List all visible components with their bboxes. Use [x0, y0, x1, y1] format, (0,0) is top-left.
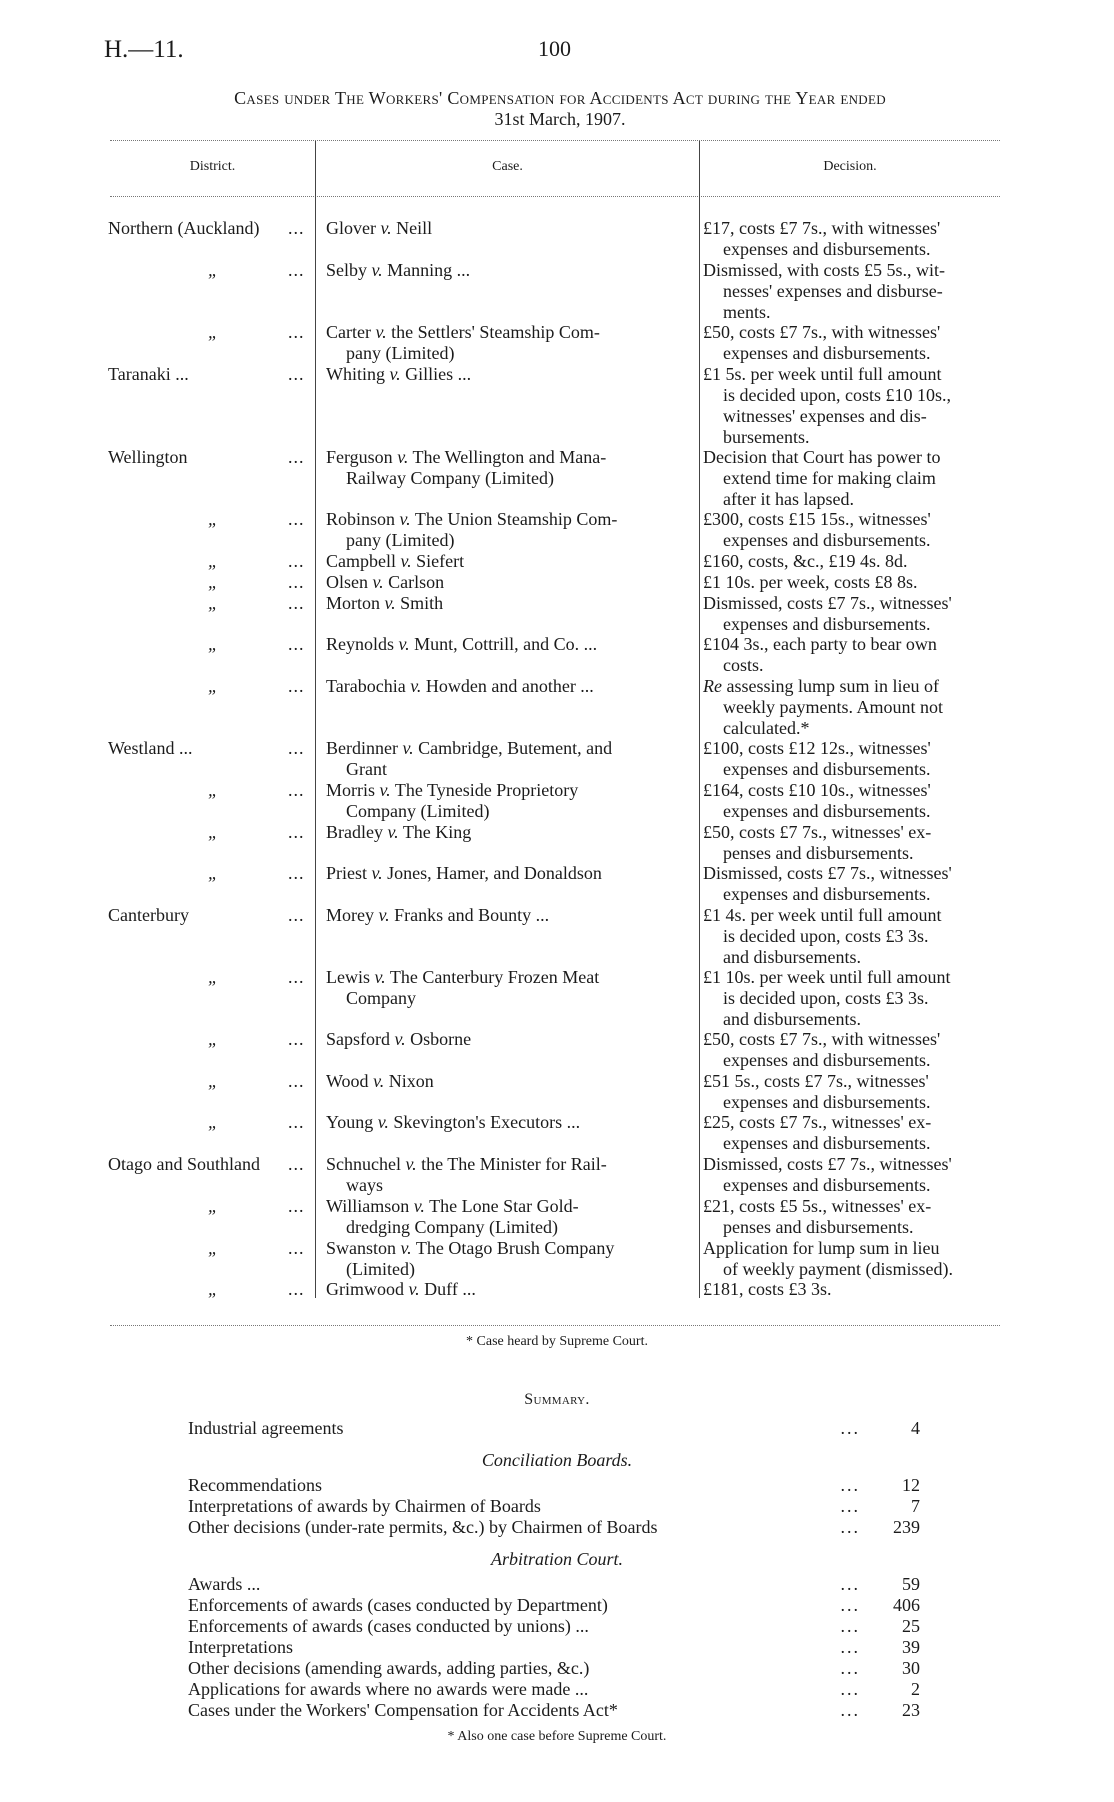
summary-value: 59 [902, 1574, 920, 1594]
ditto-mark: „ [208, 822, 219, 842]
decision-cell: Dismissed, costs £7 7s., witnesses' [703, 863, 952, 883]
ditto-mark: „ [208, 551, 219, 571]
case-cell: Selby v. Manning ... [326, 260, 471, 280]
decision-cell: £181, costs £3 3s. [703, 1279, 832, 1299]
decision-cell: Decision that Court has power to [703, 447, 941, 467]
case-cell: Wood v. Nixon [326, 1071, 434, 1091]
summary-leader-dots: ... [840, 1517, 860, 1537]
summary-leader-dots: ... [840, 1616, 860, 1636]
leader-dots: ... [288, 260, 305, 280]
leader-dots: ... [288, 551, 305, 571]
district-cell: Northern (Auckland) [108, 218, 260, 238]
decision-cell: and disbursements. [723, 1009, 861, 1029]
leader-dots: ... [288, 863, 305, 883]
case-cell: pany (Limited) [346, 530, 455, 550]
leader-dots: ... [288, 322, 305, 342]
decision-cell: weekly payments. Amount not [723, 697, 943, 717]
case-cell: Young v. Skevington's Executors ... [326, 1112, 581, 1132]
summary-footnote: * Also one case before Supreme Court. [447, 1729, 667, 1744]
ditto-mark: „ [208, 593, 219, 613]
column-header-decision: Decision. [823, 159, 877, 174]
leader-dots: ... [288, 364, 305, 384]
table-footnote: * Case heard by Supreme Court. [466, 1334, 648, 1349]
case-cell: Railway Company (Limited) [346, 468, 554, 488]
case-cell: Priest v. Jones, Hamer, and Donaldson [326, 863, 602, 883]
leader-dots: ... [288, 218, 305, 238]
decision-cell: costs. [723, 655, 764, 675]
summary-leader-dots: ... [840, 1637, 860, 1657]
decision-cell: Dismissed, costs £7 7s., witnesses' [703, 1154, 952, 1174]
summary-leader-dots: ... [840, 1658, 860, 1678]
decision-cell: expenses and disbursements. [723, 759, 931, 779]
summary-value: 4 [911, 1418, 920, 1438]
decision-cell: is decided upon, costs £10 10s., [723, 385, 951, 405]
leader-dots: ... [288, 1279, 305, 1299]
leader-dots: ... [288, 1029, 305, 1049]
case-cell: dredging Company (Limited) [346, 1217, 558, 1237]
case-cell: Morey v. Franks and Bounty ... [326, 905, 550, 925]
leader-dots: ... [288, 738, 305, 758]
summary-label: Other decisions (amending awards, adding parties, &c.) [188, 1658, 590, 1678]
summary-leader-dots: ... [840, 1595, 860, 1615]
ditto-mark: „ [208, 863, 219, 883]
leader-dots: ... [288, 634, 305, 654]
summary-label: Interpretations [188, 1637, 293, 1657]
summary-value: 406 [893, 1595, 920, 1615]
ditto-mark: „ [208, 260, 219, 280]
case-cell: Lewis v. The Canterbury Frozen Meat [326, 967, 600, 987]
decision-cell: expenses and disbursements. [723, 239, 931, 259]
ditto-mark: „ [208, 1279, 219, 1299]
leader-dots: ... [288, 676, 305, 696]
case-cell: Berdinner v. Cambridge, Butement, and [326, 738, 613, 758]
ditto-mark: „ [208, 967, 219, 987]
decision-cell: £50, costs £7 7s., with witnesses' [703, 322, 941, 342]
decision-cell: Re assessing lump sum in lieu of [703, 676, 939, 696]
decision-cell: £300, costs £15 15s., witnesses' [703, 509, 931, 529]
decision-cell: expenses and disbursements. [723, 801, 931, 821]
leader-dots: ... [288, 822, 305, 842]
case-cell: Swanston v. The Otago Brush Company [326, 1238, 615, 1258]
decision-cell: expenses and disbursements. [723, 614, 931, 634]
case-cell: Grant [346, 759, 387, 779]
column-header-case: Case. [492, 159, 523, 174]
leader-dots: ... [288, 1112, 305, 1132]
decision-cell: expenses and disbursements. [723, 343, 931, 363]
summary-value: 12 [902, 1475, 920, 1495]
decision-cell: extend time for making claim [723, 468, 936, 488]
summary-value: 2 [911, 1679, 920, 1699]
leader-dots: ... [288, 780, 305, 800]
decision-cell: ments. [723, 302, 771, 322]
decision-cell: expenses and disbursements. [723, 1092, 931, 1112]
decision-cell: £160, costs, &c., £19 4s. 8d. [703, 551, 908, 571]
summary-value: 7 [911, 1496, 920, 1516]
page-number: 100 [538, 36, 571, 61]
leader-dots: ... [288, 1196, 305, 1216]
district-cell: Canterbury [108, 905, 189, 925]
case-cell: Campbell v. Siefert [326, 551, 465, 571]
ditto-mark: „ [208, 1029, 219, 1049]
case-cell: (Limited) [346, 1259, 415, 1279]
summary-label: Awards ... [188, 1574, 261, 1594]
leader-dots: ... [288, 1238, 305, 1258]
arbitration-heading: Arbitration Court. [490, 1549, 624, 1569]
district-cell: Westland ... [108, 738, 193, 758]
case-cell: ways [346, 1175, 383, 1195]
decision-cell: £1 10s. per week, costs £8 8s. [703, 572, 918, 592]
leader-dots: ... [288, 593, 305, 613]
decision-cell: and disbursements. [723, 947, 861, 967]
table-bottom-rule [110, 1325, 1000, 1326]
ditto-mark: „ [208, 634, 219, 654]
district-cell: Otago and Southland [108, 1154, 260, 1174]
case-cell: Schnuchel v. the The Minister for Rail- [326, 1154, 607, 1174]
decision-cell: £17, costs £7 7s., with witnesses' [703, 218, 941, 238]
summary-value: 239 [893, 1517, 920, 1537]
decision-cell: £50, costs £7 7s., witnesses' ex- [703, 822, 932, 842]
decision-cell: expenses and disbursements. [723, 530, 931, 550]
ditto-mark: „ [208, 322, 219, 342]
decision-cell: of weekly payment (dismissed). [723, 1259, 953, 1279]
conciliation-heading: Conciliation Boards. [481, 1450, 633, 1470]
summary-value: 39 [902, 1637, 920, 1657]
summary-value: 30 [902, 1658, 920, 1678]
ditto-mark: „ [208, 676, 219, 696]
summary-label: Industrial agreements [188, 1418, 344, 1438]
summary-label: Recommendations [188, 1475, 322, 1495]
case-cell: Tarabochia v. Howden and another ... [326, 676, 594, 696]
leader-dots: ... [288, 905, 305, 925]
summary-leader-dots: ... [840, 1418, 860, 1438]
summary-leader-dots: ... [840, 1700, 860, 1720]
case-cell: Carter v. the Settlers' Steamship Com- [326, 322, 600, 342]
decision-cell: expenses and disbursements. [723, 1133, 931, 1153]
decision-cell: £100, costs £12 12s., witnesses' [703, 738, 931, 758]
case-cell: Glover v. Neill [326, 218, 433, 238]
decision-cell: penses and disbursements. [723, 1217, 914, 1237]
ditto-mark: „ [208, 572, 219, 592]
case-cell: Grimwood v. Duff ... [326, 1279, 476, 1299]
summary-label: Interpretations of awards by Chairmen of Boards [188, 1496, 541, 1516]
table-title-date: 31st March, 1907. [494, 109, 626, 129]
decision-cell: £25, costs £7 7s., witnesses' ex- [703, 1112, 932, 1132]
case-cell: Williamson v. The Lone Star Gold- [326, 1196, 579, 1216]
leader-dots: ... [288, 447, 305, 467]
decision-cell: penses and disbursements. [723, 843, 914, 863]
decision-cell: £1 5s. per week until full amount [703, 364, 942, 384]
decision-cell: £1 4s. per week until full amount [703, 905, 942, 925]
decision-cell: £164, costs £10 10s., witnesses' [703, 780, 931, 800]
summary-leader-dots: ... [840, 1679, 860, 1699]
decision-cell: £51 5s., costs £7 7s., witnesses' [703, 1071, 929, 1091]
leader-dots: ... [288, 572, 305, 592]
decision-cell: bursements. [723, 427, 810, 447]
summary-value: 25 [902, 1616, 920, 1636]
summary-leader-dots: ... [840, 1574, 860, 1594]
decision-cell: £50, costs £7 7s., with witnesses' [703, 1029, 941, 1049]
summary-leader-dots: ... [840, 1475, 860, 1495]
case-cell: Bradley v. The King [326, 822, 472, 842]
decision-cell: expenses and disbursements. [723, 884, 931, 904]
decision-cell: Dismissed, costs £7 7s., witnesses' [703, 593, 952, 613]
decision-cell: £1 10s. per week until full amount [703, 967, 951, 987]
summary-title: Summary. [524, 1391, 590, 1408]
decision-cell: Application for lump sum in lieu [703, 1238, 940, 1258]
summary-label: Cases under the Workers' Compensation for Accidents Act* [188, 1700, 618, 1720]
summary-leader-dots: ... [840, 1496, 860, 1516]
summary-label: Other decisions (under-rate permits, &c.) by Chairmen of Boards [188, 1517, 658, 1537]
leader-dots: ... [288, 1154, 305, 1174]
summary-label: Enforcements of awards (cases conducted by Department) [188, 1595, 608, 1615]
page-reference: H.—11. [104, 36, 184, 63]
ditto-mark: „ [208, 1238, 219, 1258]
decision-cell: Dismissed, with costs £5 5s., wit- [703, 260, 946, 280]
decision-cell: £21, costs £5 5s., witnesses' ex- [703, 1196, 932, 1216]
case-cell: Company [346, 988, 416, 1008]
decision-cell: after it has lapsed. [723, 489, 854, 509]
case-cell: Olsen v. Carlson [326, 572, 445, 592]
decision-cell: nesses' expenses and disburse- [723, 281, 943, 301]
case-cell: Company (Limited) [346, 801, 490, 821]
case-cell: pany (Limited) [346, 343, 455, 363]
decision-cell: expenses and disbursements. [723, 1050, 931, 1070]
ditto-mark: „ [208, 1112, 219, 1132]
leader-dots: ... [288, 1071, 305, 1091]
case-cell: Morton v. Smith [326, 593, 444, 613]
decision-cell: calculated.* [723, 718, 810, 738]
column-header-district: District. [189, 159, 236, 174]
decision-cell: is decided upon, costs £3 3s. [723, 988, 929, 1008]
summary-label: Applications for awards where no awards were made ... [188, 1679, 589, 1699]
case-cell: Morris v. The Tyneside Proprietory [326, 780, 579, 800]
district-cell: Taranaki ... [108, 364, 189, 384]
ditto-mark: „ [208, 509, 219, 529]
summary-value: 23 [902, 1700, 920, 1720]
decision-cell: witnesses' expenses and dis- [723, 406, 927, 426]
district-cell: Wellington [108, 447, 188, 467]
ditto-mark: „ [208, 780, 219, 800]
case-cell: Reynolds v. Munt, Cottrill, and Co. ... [326, 634, 598, 654]
table-title: Cases under The Workers' Compensation for Accidents Act during the Year ended [234, 88, 886, 108]
ditto-mark: „ [208, 1071, 219, 1091]
summary-label: Enforcements of awards (cases conducted by unions) ... [188, 1616, 589, 1636]
leader-dots: ... [288, 967, 305, 987]
decision-cell: expenses and disbursements. [723, 1175, 931, 1195]
decision-cell: is decided upon, costs £3 3s. [723, 926, 929, 946]
ditto-mark: „ [208, 1196, 219, 1216]
decision-cell: £104 3s., each party to bear own [703, 634, 937, 654]
case-cell: Sapsford v. Osborne [326, 1029, 472, 1049]
leader-dots: ... [288, 509, 305, 529]
case-cell: Whiting v. Gillies ... [326, 364, 472, 384]
case-cell: Robinson v. The Union Steamship Com- [326, 509, 618, 529]
case-cell: Ferguson v. The Wellington and Mana- [326, 447, 607, 467]
